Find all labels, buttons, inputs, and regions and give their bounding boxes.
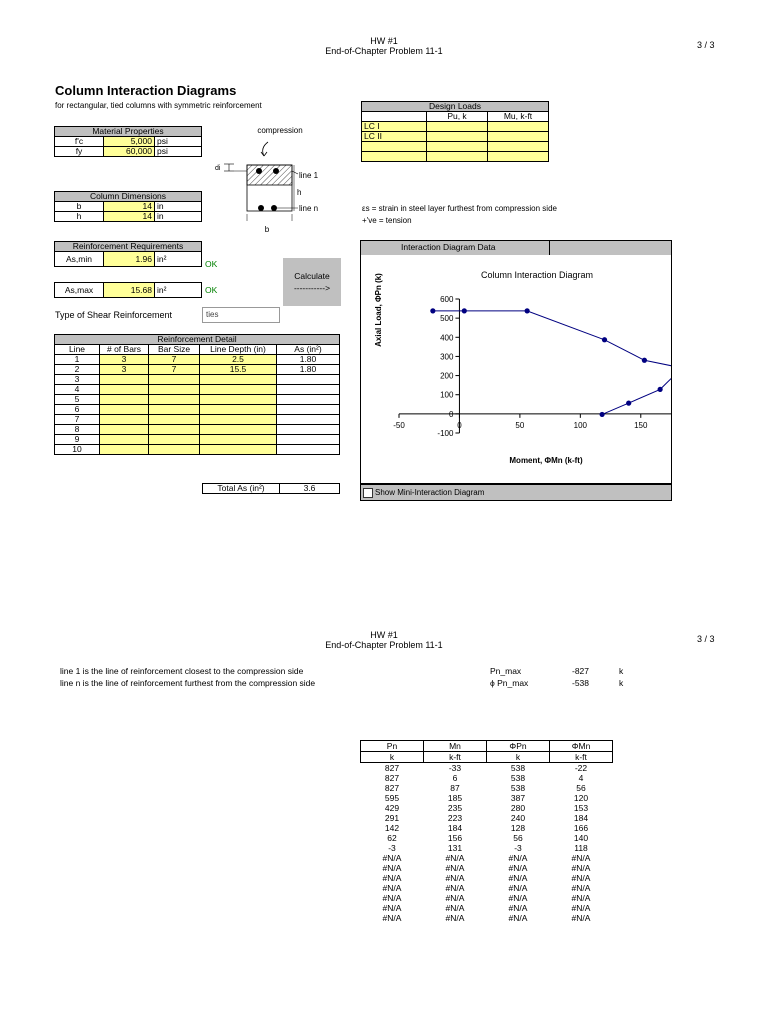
reinforcement-row bbox=[55, 425, 340, 435]
pn-cell: 827 bbox=[384, 763, 400, 773]
design-loads-col-blank bbox=[362, 112, 427, 122]
x-tick-label: 150 bbox=[634, 420, 648, 430]
y-tick-label: 600 bbox=[440, 295, 454, 304]
table-row bbox=[361, 893, 613, 903]
phi-pn-cell: #N/A bbox=[508, 903, 528, 913]
table-row bbox=[361, 833, 613, 843]
data-point bbox=[642, 358, 647, 363]
line-cell: 1 bbox=[55, 355, 100, 365]
mu-cell[interactable] bbox=[488, 132, 549, 142]
page1-header-title: HW #1 bbox=[370, 36, 398, 46]
phi-pn-cell: 387 bbox=[510, 793, 526, 803]
table-row bbox=[361, 793, 613, 803]
bar-size-cell[interactable] bbox=[149, 375, 200, 385]
phi-pn-cell: #N/A bbox=[508, 873, 528, 883]
rebar-bottom-left bbox=[258, 205, 264, 211]
interaction-data-table bbox=[360, 740, 613, 923]
mn-cell: 185 bbox=[447, 793, 463, 803]
table-row bbox=[361, 803, 613, 813]
table-row bbox=[361, 763, 613, 774]
mu-cell[interactable] bbox=[488, 152, 549, 162]
mn-cell: #N/A bbox=[445, 853, 465, 863]
phi-mn-cell: #N/A bbox=[571, 893, 591, 903]
fc-unit: psi bbox=[155, 137, 202, 147]
as-min-value[interactable]: 1.96 bbox=[104, 252, 155, 267]
phi-mn-cell: 118 bbox=[574, 843, 588, 853]
as-max-status: OK bbox=[205, 285, 218, 295]
y-tick-label: 300 bbox=[440, 352, 454, 362]
as-max-label: As,max bbox=[55, 283, 104, 298]
phi-mn-cell: 4 bbox=[578, 773, 584, 783]
as-cell bbox=[277, 375, 340, 385]
x-tick-label: -50 bbox=[393, 420, 405, 430]
as-cell bbox=[277, 435, 340, 445]
as-max-value[interactable]: 15.68 bbox=[104, 283, 155, 298]
rebar-bottom-right bbox=[271, 205, 277, 211]
phi-pn-cell: 538 bbox=[510, 763, 526, 773]
page2-header bbox=[284, 630, 484, 650]
as-cell bbox=[277, 445, 340, 455]
bars-cell[interactable] bbox=[100, 395, 149, 405]
phi-pn-cell: -3 bbox=[514, 843, 522, 853]
design-load-row bbox=[362, 132, 549, 142]
as-max-unit: in² bbox=[155, 283, 202, 298]
as-max-table bbox=[54, 282, 202, 298]
phi-pn-cell: #N/A bbox=[508, 913, 528, 923]
table-row bbox=[361, 783, 613, 793]
col-header-bar-size: Bar Size bbox=[149, 345, 200, 355]
mn-cell: 235 bbox=[447, 803, 463, 813]
fc-label: f'c bbox=[55, 137, 104, 147]
line1-label: line 1 bbox=[299, 171, 319, 180]
phi-mn-cell: 166 bbox=[573, 823, 589, 833]
line-cell: 4 bbox=[55, 385, 100, 395]
table-row bbox=[361, 843, 613, 853]
reinforcement-row bbox=[55, 435, 340, 445]
compression-arrow-icon bbox=[261, 142, 268, 156]
table-row bbox=[361, 903, 613, 913]
phi-mn-cell: 120 bbox=[573, 793, 589, 803]
b-unit: in bbox=[155, 202, 202, 212]
pn-cell: #N/A bbox=[382, 903, 402, 913]
line-cell: 2 bbox=[55, 365, 100, 375]
line-cell: 8 bbox=[55, 425, 100, 435]
mn-cell: #N/A bbox=[445, 893, 465, 903]
bars-cell[interactable] bbox=[100, 405, 149, 415]
phi-mn-cell: -22 bbox=[574, 763, 588, 773]
table-row bbox=[361, 883, 613, 893]
data-point bbox=[599, 412, 604, 417]
phi-pn-cell: #N/A bbox=[508, 893, 528, 903]
pn-cell: 429 bbox=[384, 803, 400, 813]
as-cell: 1.80 bbox=[277, 355, 340, 365]
fc-value[interactable]: 5,000 bbox=[104, 137, 155, 147]
material-properties-table bbox=[54, 126, 202, 157]
y-tick-label: 400 bbox=[440, 333, 454, 343]
unit-pn: k bbox=[361, 752, 424, 763]
mn-cell: #N/A bbox=[445, 873, 465, 883]
pn-cell: 142 bbox=[384, 823, 400, 833]
chart-xlabel: Moment, ΦMn (k-ft) bbox=[509, 456, 583, 465]
strain-note: εs = strain in steel layer furthest from compression side bbox=[362, 204, 557, 213]
bar-size-cell[interactable] bbox=[149, 425, 200, 435]
x-tick-label: 50 bbox=[515, 420, 525, 430]
load-case-cell[interactable] bbox=[362, 142, 427, 152]
mn-cell: 184 bbox=[447, 823, 463, 833]
y-tick-label: 100 bbox=[440, 390, 454, 400]
pn-max-label: Pn_max bbox=[490, 666, 522, 676]
pu-cell[interactable] bbox=[427, 152, 488, 162]
line-depth-cell[interactable] bbox=[200, 395, 277, 405]
as-cell bbox=[277, 385, 340, 395]
b-value[interactable]: 14 bbox=[104, 202, 155, 212]
as-cell: 1.80 bbox=[277, 365, 340, 375]
pn-max-value: -827 bbox=[572, 666, 590, 676]
column-section-figure bbox=[210, 122, 340, 237]
phi-pn-cell: 240 bbox=[510, 813, 526, 823]
bar-size-cell[interactable] bbox=[149, 395, 200, 405]
pn-max-unit: k bbox=[619, 666, 624, 676]
page2-page-number: 3 / 3 bbox=[697, 634, 715, 644]
reinforcement-row bbox=[55, 385, 340, 395]
bar-size-cell[interactable]: 7 bbox=[149, 355, 200, 365]
as-min-status: OK bbox=[205, 259, 218, 269]
reinforcement-row bbox=[55, 375, 340, 385]
page1-header-subtitle: End-of-Chapter Problem 11-1 bbox=[325, 46, 443, 56]
fy-unit: psi bbox=[155, 147, 202, 157]
mn-cell: 131 bbox=[447, 843, 463, 853]
th-mn: Mn bbox=[424, 741, 487, 752]
y-tick-label: -100 bbox=[437, 429, 454, 438]
phi-pn-cell: 538 bbox=[510, 773, 526, 783]
table-row bbox=[361, 863, 613, 873]
design-loads-col-pu: Pu, k bbox=[427, 112, 488, 122]
phi-pn-max-unit: k bbox=[619, 678, 624, 688]
unit-mn: k-ft bbox=[424, 752, 487, 763]
series-line bbox=[433, 311, 671, 368]
mn-cell: #N/A bbox=[445, 913, 465, 923]
table-row bbox=[361, 853, 613, 863]
bars-cell[interactable] bbox=[100, 425, 149, 435]
th-phi-pn: ΦPn bbox=[487, 741, 550, 752]
table-row bbox=[361, 913, 613, 923]
column-dimensions-title: Column Dimensions bbox=[55, 192, 202, 202]
chart-ylabel: Axial Load, ΦPn (k) bbox=[374, 273, 383, 347]
fy-value[interactable]: 60,000 bbox=[104, 147, 155, 157]
data-point bbox=[602, 337, 607, 342]
mn-cell: 6 bbox=[452, 773, 458, 783]
data-point bbox=[525, 308, 530, 313]
design-load-row bbox=[362, 142, 549, 152]
table-row bbox=[361, 813, 613, 823]
mini-diagram-label: Show Mini-Interaction Diagram bbox=[375, 488, 485, 497]
col-header-as: As (in²) bbox=[277, 345, 340, 355]
reinforcement-detail-table bbox=[54, 334, 340, 455]
calculate-button[interactable] bbox=[283, 258, 341, 306]
tension-note: +'ve = tension bbox=[362, 216, 412, 225]
phi-pn-cell: 56 bbox=[513, 833, 523, 843]
mn-cell: 87 bbox=[450, 783, 460, 793]
line-depth-cell[interactable] bbox=[200, 425, 277, 435]
calculate-button-label: Calculate bbox=[294, 271, 330, 281]
data-point bbox=[658, 387, 663, 392]
b-label: b bbox=[55, 202, 104, 212]
bars-cell[interactable] bbox=[100, 445, 149, 455]
as-cell bbox=[277, 395, 340, 405]
linen-label: line n bbox=[299, 204, 319, 213]
reinforcement-detail-title: Reinforcement Detail bbox=[55, 335, 340, 345]
pn-cell: #N/A bbox=[382, 873, 402, 883]
h-label: h bbox=[55, 212, 104, 222]
compression-zone bbox=[247, 165, 292, 185]
unit-phi-mn: k-ft bbox=[550, 752, 613, 763]
line-cell: 7 bbox=[55, 415, 100, 425]
y-tick-label: 500 bbox=[440, 314, 454, 324]
material-properties-title: Material Properties bbox=[55, 127, 202, 137]
mn-cell: 156 bbox=[447, 833, 463, 843]
data-point bbox=[430, 308, 435, 313]
reinforcement-row bbox=[55, 405, 340, 415]
bars-cell[interactable] bbox=[100, 435, 149, 445]
fy-label: fy bbox=[55, 147, 104, 157]
column-dimensions-table bbox=[54, 191, 202, 222]
line-depth-cell[interactable] bbox=[200, 435, 277, 445]
pn-cell: 595 bbox=[384, 793, 400, 803]
phi-pn-cell: 128 bbox=[510, 823, 526, 833]
as-min-label: As,min bbox=[55, 252, 104, 267]
line-cell: 5 bbox=[55, 395, 100, 405]
pu-cell[interactable] bbox=[427, 132, 488, 142]
phi-mn-cell: #N/A bbox=[571, 903, 591, 913]
bar-size-cell[interactable] bbox=[149, 445, 200, 455]
phi-pn-cell: 280 bbox=[510, 803, 526, 813]
reinforcement-total-table bbox=[202, 483, 340, 494]
bars-cell[interactable] bbox=[100, 375, 149, 385]
pn-cell: #N/A bbox=[382, 893, 402, 903]
compression-label: compression bbox=[257, 126, 303, 135]
th-phi-mn: ΦMn bbox=[550, 741, 613, 752]
h-unit: in bbox=[155, 212, 202, 222]
phi-mn-cell: 153 bbox=[573, 803, 589, 813]
bars-cell[interactable] bbox=[100, 385, 149, 395]
reinforcement-requirements-table bbox=[54, 241, 202, 267]
line-cell: 10 bbox=[55, 445, 100, 455]
mn-cell: #N/A bbox=[445, 903, 465, 913]
bar-size-cell[interactable] bbox=[149, 415, 200, 425]
design-load-row bbox=[362, 122, 549, 132]
bars-cell[interactable]: 3 bbox=[100, 355, 149, 365]
th-pn: Pn bbox=[361, 741, 424, 752]
mu-cell[interactable] bbox=[488, 142, 549, 152]
as-min-unit: in² bbox=[155, 252, 202, 267]
di-label: di bbox=[215, 165, 221, 172]
phi-mn-cell: 56 bbox=[576, 783, 586, 793]
unit-phi-pn: k bbox=[487, 752, 550, 763]
line-depth-cell[interactable] bbox=[200, 445, 277, 455]
phi-mn-cell: #N/A bbox=[571, 913, 591, 923]
as-cell bbox=[277, 405, 340, 415]
reinforcement-requirements-title: Reinforcement Requirements bbox=[55, 242, 202, 252]
load-case-cell[interactable]: LC I bbox=[362, 122, 427, 132]
mu-cell[interactable] bbox=[488, 122, 549, 132]
main-title: Column Interaction Diagrams bbox=[55, 83, 237, 98]
bars-cell[interactable] bbox=[100, 415, 149, 425]
page2-header-subtitle: End-of-Chapter Problem 11-1 bbox=[325, 640, 443, 650]
line-depth-cell[interactable] bbox=[200, 405, 277, 415]
x-tick-label: 0 bbox=[457, 420, 462, 430]
table-row bbox=[361, 873, 613, 883]
pn-cell: 62 bbox=[387, 833, 397, 843]
h-value[interactable]: 14 bbox=[104, 212, 155, 222]
col-header-line-depth: Line Depth (in) bbox=[200, 345, 277, 355]
bar-size-cell[interactable]: 7 bbox=[149, 365, 200, 375]
reinforcement-row bbox=[55, 365, 340, 375]
mini-diagram-bar bbox=[360, 484, 672, 501]
mn-cell: #N/A bbox=[445, 883, 465, 893]
phi-mn-cell: #N/A bbox=[571, 873, 591, 883]
load-case-cell[interactable] bbox=[362, 152, 427, 162]
phi-pn-cell: #N/A bbox=[508, 853, 528, 863]
col-header-line: Line bbox=[55, 345, 100, 355]
pn-cell: #N/A bbox=[382, 883, 402, 893]
page2-header-title: HW #1 bbox=[370, 630, 398, 640]
b-label-fig: b bbox=[264, 225, 270, 234]
phi-mn-cell: #N/A bbox=[571, 853, 591, 863]
line-depth-cell[interactable] bbox=[200, 385, 277, 395]
pn-cell: 827 bbox=[384, 783, 400, 793]
phi-pn-cell: #N/A bbox=[508, 863, 528, 873]
pn-cell: 827 bbox=[384, 773, 400, 783]
interaction-header bbox=[360, 240, 672, 256]
line-depth-cell[interactable] bbox=[200, 375, 277, 385]
main-subtitle: for rectangular, tied columns with symmetric reinforcement bbox=[55, 101, 262, 110]
calculate-button-arrow: -----------> bbox=[293, 283, 331, 293]
design-load-row bbox=[362, 152, 549, 162]
shear-reinforcement-label: Type of Shear Reinforcement bbox=[55, 310, 173, 320]
pn-cell: #N/A bbox=[382, 863, 402, 873]
x-tick-label: 100 bbox=[573, 420, 588, 430]
data-point bbox=[626, 401, 631, 406]
rebar-top-left bbox=[256, 168, 262, 174]
as-cell bbox=[277, 415, 340, 425]
reinforcement-row bbox=[55, 445, 340, 455]
pu-cell[interactable] bbox=[427, 122, 488, 132]
reinforcement-row bbox=[55, 355, 340, 365]
phi-pn-cell: 538 bbox=[510, 783, 526, 793]
phi-mn-cell: #N/A bbox=[571, 863, 591, 873]
phi-mn-cell: 184 bbox=[573, 813, 589, 823]
reinforcement-row bbox=[55, 415, 340, 425]
line-cell: 6 bbox=[55, 405, 100, 415]
note-line1: line 1 is the line of reinforcement closest to the compression side bbox=[60, 666, 304, 676]
mn-cell: -33 bbox=[448, 763, 462, 773]
bar-size-cell[interactable] bbox=[149, 435, 200, 445]
as-cell bbox=[277, 425, 340, 435]
line-depth-cell[interactable]: 15.5 bbox=[200, 365, 277, 375]
pn-cell: #N/A bbox=[382, 853, 402, 863]
table-row bbox=[361, 773, 613, 783]
interaction-chart bbox=[361, 255, 671, 483]
table-row bbox=[361, 823, 613, 833]
h-label-fig: h bbox=[297, 188, 302, 197]
y-tick-label: 0 bbox=[448, 409, 454, 419]
phi-pn-max-label: ϕ Pn_max bbox=[490, 678, 529, 688]
mn-cell: 223 bbox=[447, 813, 463, 823]
line-depth-cell[interactable] bbox=[200, 415, 277, 425]
phi-pn-cell: #N/A bbox=[508, 883, 528, 893]
page1-header bbox=[284, 36, 484, 56]
note-linen: line n is the line of reinforcement furthest from the compression side bbox=[60, 678, 316, 688]
pn-cell: 291 bbox=[384, 813, 400, 823]
bar-size-cell[interactable] bbox=[149, 405, 200, 415]
col-header-bars: # of Bars bbox=[100, 345, 149, 355]
shear-reinforcement-select[interactable]: ties bbox=[202, 307, 280, 323]
chart-panel bbox=[360, 255, 672, 484]
bars-cell[interactable]: 3 bbox=[100, 365, 149, 375]
data-point bbox=[462, 308, 467, 313]
bar-size-cell[interactable] bbox=[149, 385, 200, 395]
y-tick-label: 200 bbox=[440, 371, 454, 381]
phi-mn-cell: #N/A bbox=[571, 883, 591, 893]
line-cell: 9 bbox=[55, 435, 100, 445]
mini-diagram-checkbox[interactable] bbox=[363, 488, 373, 498]
pn-cell: -3 bbox=[388, 843, 396, 853]
phi-mn-cell: 140 bbox=[573, 833, 589, 843]
pu-cell[interactable] bbox=[427, 142, 488, 152]
pn-cell: #N/A bbox=[382, 913, 402, 923]
design-loads-col-mu: Mu, k-ft bbox=[488, 112, 549, 122]
design-loads-table bbox=[361, 101, 549, 162]
load-case-cell[interactable]: LC II bbox=[362, 132, 427, 142]
rebar-top-right bbox=[273, 168, 279, 174]
page1-page-number: 3 / 3 bbox=[697, 40, 715, 50]
design-loads-title: Design Loads bbox=[362, 102, 549, 112]
total-as-label: Total As (in²) bbox=[203, 484, 280, 494]
reinforcement-row bbox=[55, 395, 340, 405]
interaction-header-label: Interaction Diagram Data bbox=[401, 242, 496, 252]
phi-pn-max-value: -538 bbox=[572, 678, 590, 688]
chart-title: Column Interaction Diagram bbox=[480, 270, 594, 280]
line-depth-cell[interactable]: 2.5 bbox=[200, 355, 277, 365]
line-cell: 3 bbox=[55, 375, 100, 385]
total-as-value: 3.6 bbox=[280, 484, 340, 494]
mn-cell: #N/A bbox=[445, 863, 465, 873]
